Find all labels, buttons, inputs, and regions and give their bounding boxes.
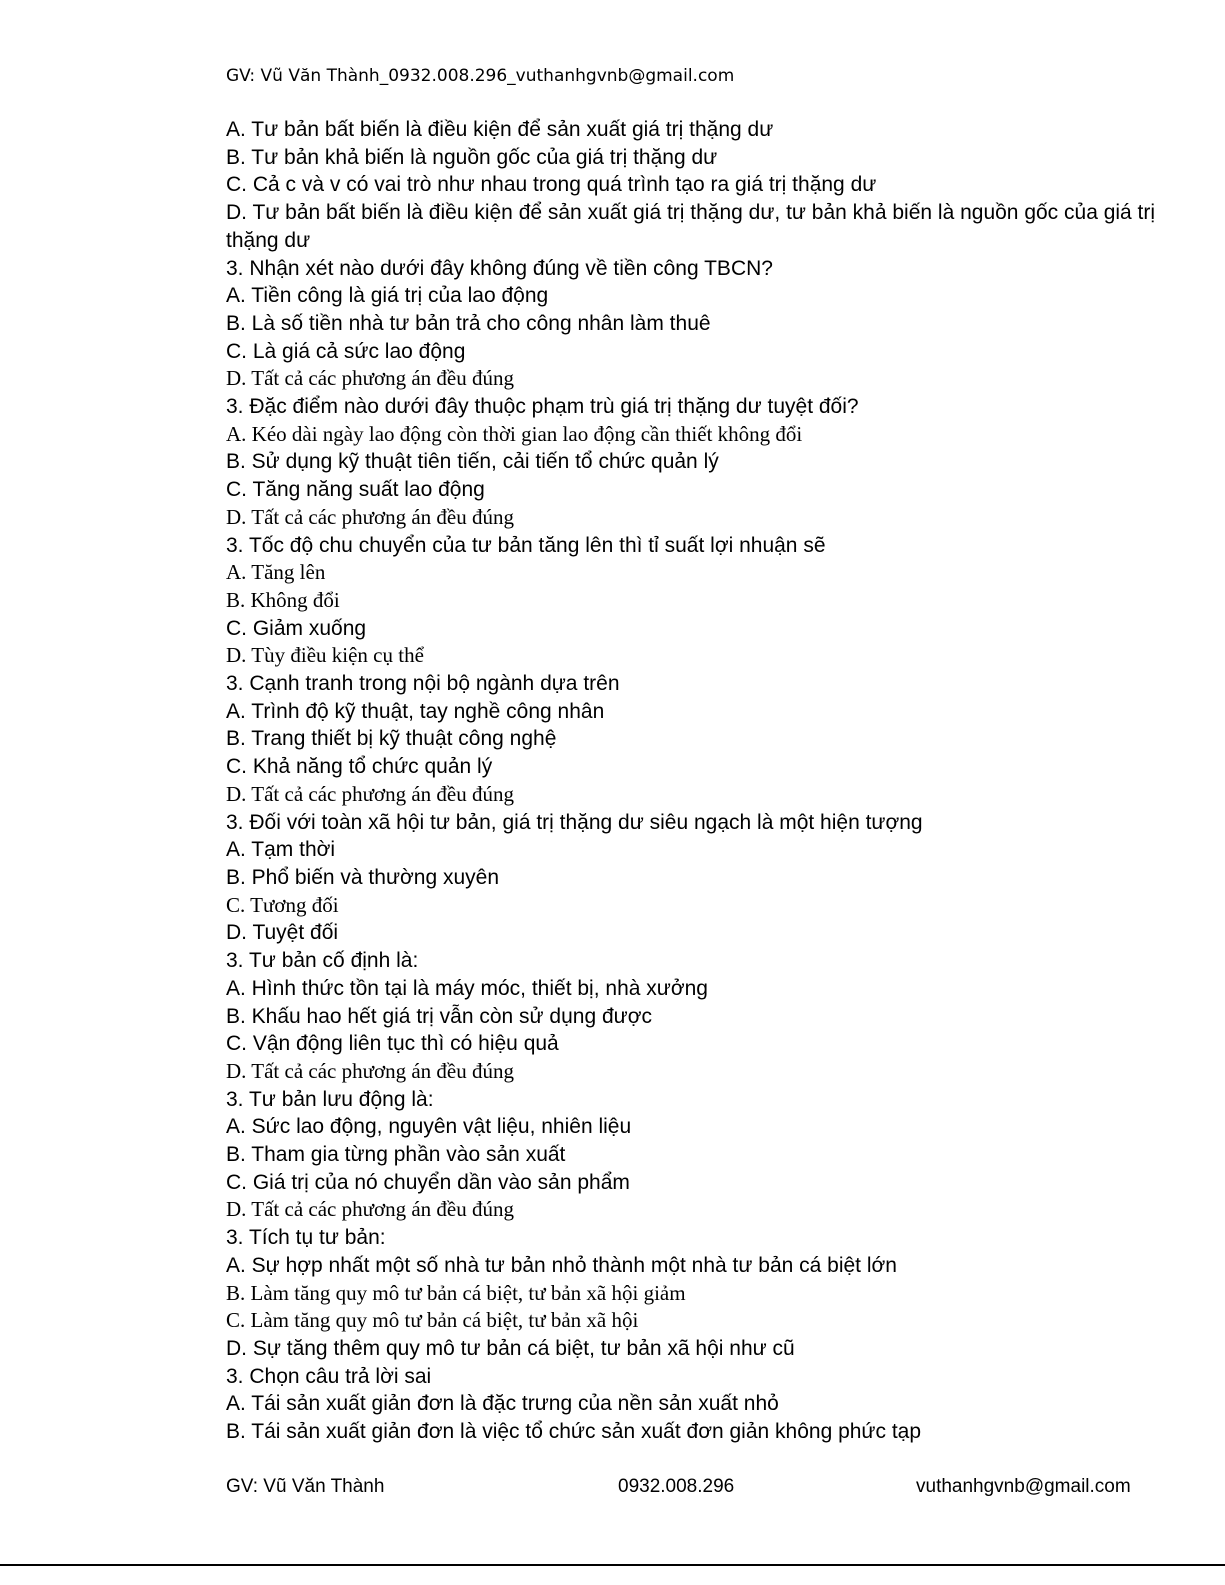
footer-phone: 0932.008.296 <box>618 1476 735 1497</box>
question-line: 3. Đặc điểm nào dưới đây thuộc phạm trù giá trị thặng dư tuyệt đối? <box>226 395 859 419</box>
option-line: B. Phổ biến và thường xuyên <box>226 865 499 889</box>
question-line: 3. Tư bản cố định là: <box>226 949 419 973</box>
question-line: 3. Tư bản lưu động là: <box>226 1087 434 1111</box>
option-line: B. Tái sản xuất giản đơn là việc tổ chức sản xuất đơn giản không phức tạp <box>226 1420 922 1444</box>
option-line: A. Tạm thời <box>226 838 336 862</box>
page-header: GV: Vũ Văn Thành_0932.008.296_vuthanhgvnb@gmail.com <box>226 66 735 86</box>
option-line: C. Tăng năng suất lao động <box>226 478 485 502</box>
question-line: 3. Chọn câu trả lời sai <box>226 1364 432 1388</box>
option-line: A. Tư bản bất biến là điều kiện để sản xuất giá trị thặng dư <box>226 118 774 141</box>
option-line: A. Sự hợp nhất một số nhà tư bản nhỏ thành một nhà tư bản cá biệt lớn <box>226 1253 897 1277</box>
option-line: D. Tất cả các phương án đều đúng <box>226 781 515 806</box>
option-line: B. Khấu hao hết giá trị vẫn còn sử dụng được <box>226 1004 652 1028</box>
page-bottom-rule <box>0 1564 1225 1566</box>
option-line: A. Tăng lên <box>226 560 326 585</box>
option-line: A. Kéo dài ngày lao động còn thời gian lao động cần thiết không đổi <box>226 421 803 446</box>
option-line: C. Giá trị của nó chuyển dần vào sản phẩm <box>226 1170 630 1194</box>
question-line: 3. Đối với toàn xã hội tư bản, giá trị thặng dư siêu ngạch là một hiện tượng <box>226 810 923 834</box>
option-line: D. Sự tăng thêm quy mô tư bản cá biệt, tư bản xã hội như cũ <box>226 1336 795 1360</box>
option-line: D. Tư bản bất biến là điều kiện để sản xuất giá trị thặng dư, tư bản khả biến là nguồn gốc của giá trị thặng dư <box>226 201 1156 252</box>
option-line: C. Là giá cả sức lao động <box>226 339 466 363</box>
question-line: 3. Tốc độ chu chuyển của tư bản tăng lên thì tỉ suất lợi nhuận sẽ <box>226 533 826 557</box>
option-line: B. Không đổi <box>226 587 340 612</box>
option-line: A. Tái sản xuất giản đơn là đặc trưng của nền sản xuất nhỏ <box>226 1392 779 1416</box>
option-line: C. Cả c và v có vai trò như nhau trong quá trình tạo ra giá trị thặng dư <box>226 173 877 197</box>
option-line: D. Tất cả các phương án đều đúng <box>226 1058 515 1083</box>
option-line: A. Tiền công là giá trị của lao động <box>226 284 549 308</box>
option-line: D. Tất cả các phương án đều đúng <box>226 366 515 391</box>
option-line: B. Trang thiết bị kỹ thuật công nghệ <box>226 727 557 751</box>
question-list <box>226 116 1186 1446</box>
option-line: D. Tùy điều kiện cụ thể <box>226 643 424 668</box>
option-line: B. Tham gia từng phần vào sản xuất <box>226 1143 566 1167</box>
option-line: B. Làm tăng quy mô tư bản cá biệt, tư bản xã hội giảm <box>226 1280 686 1305</box>
option-line: B. Sử dụng kỹ thuật tiên tiến, cải tiến tổ chức quản lý <box>226 450 719 474</box>
question-line: 3. Nhận xét nào dưới đây không đúng về tiền công TBCN? <box>226 256 773 280</box>
option-line: D. Tất cả các phương án đều đúng <box>226 504 515 529</box>
option-line: B. Tư bản khả biến là nguồn gốc của giá trị thặng dư <box>226 145 718 169</box>
question-line: 3. Cạnh tranh trong nội bộ ngành dựa trên <box>226 672 620 696</box>
option-line: D. Tất cả các phương án đều đúng <box>226 1197 515 1222</box>
option-line: C. Làm tăng quy mô tư bản cá biệt, tư bản xã hội <box>226 1308 639 1333</box>
option-line: A. Sức lao động, nguyên vật liệu, nhiên liệu <box>226 1115 632 1139</box>
option-line: C. Tương đối <box>226 892 339 917</box>
footer-teacher: GV: Vũ Văn Thành <box>226 1476 385 1497</box>
option-line: D. Tuyệt đối <box>226 921 339 945</box>
option-line: C. Vận động liên tục thì có hiệu quả <box>226 1032 559 1056</box>
footer-email: vuthanhgvnb@gmail.com <box>916 1476 1131 1497</box>
option-line: C. Giảm xuống <box>226 616 367 640</box>
option-line: C. Khả năng tổ chức quản lý <box>226 755 493 779</box>
question-line: 3. Tích tụ tư bản: <box>226 1226 386 1250</box>
option-line: A. Trình độ kỹ thuật, tay nghề công nhân <box>226 699 605 723</box>
option-line: A. Hình thức tồn tại là máy móc, thiết bị, nhà xưởng <box>226 976 708 1000</box>
option-line: B. Là số tiền nhà tư bản trả cho công nhân làm thuê <box>226 311 711 335</box>
